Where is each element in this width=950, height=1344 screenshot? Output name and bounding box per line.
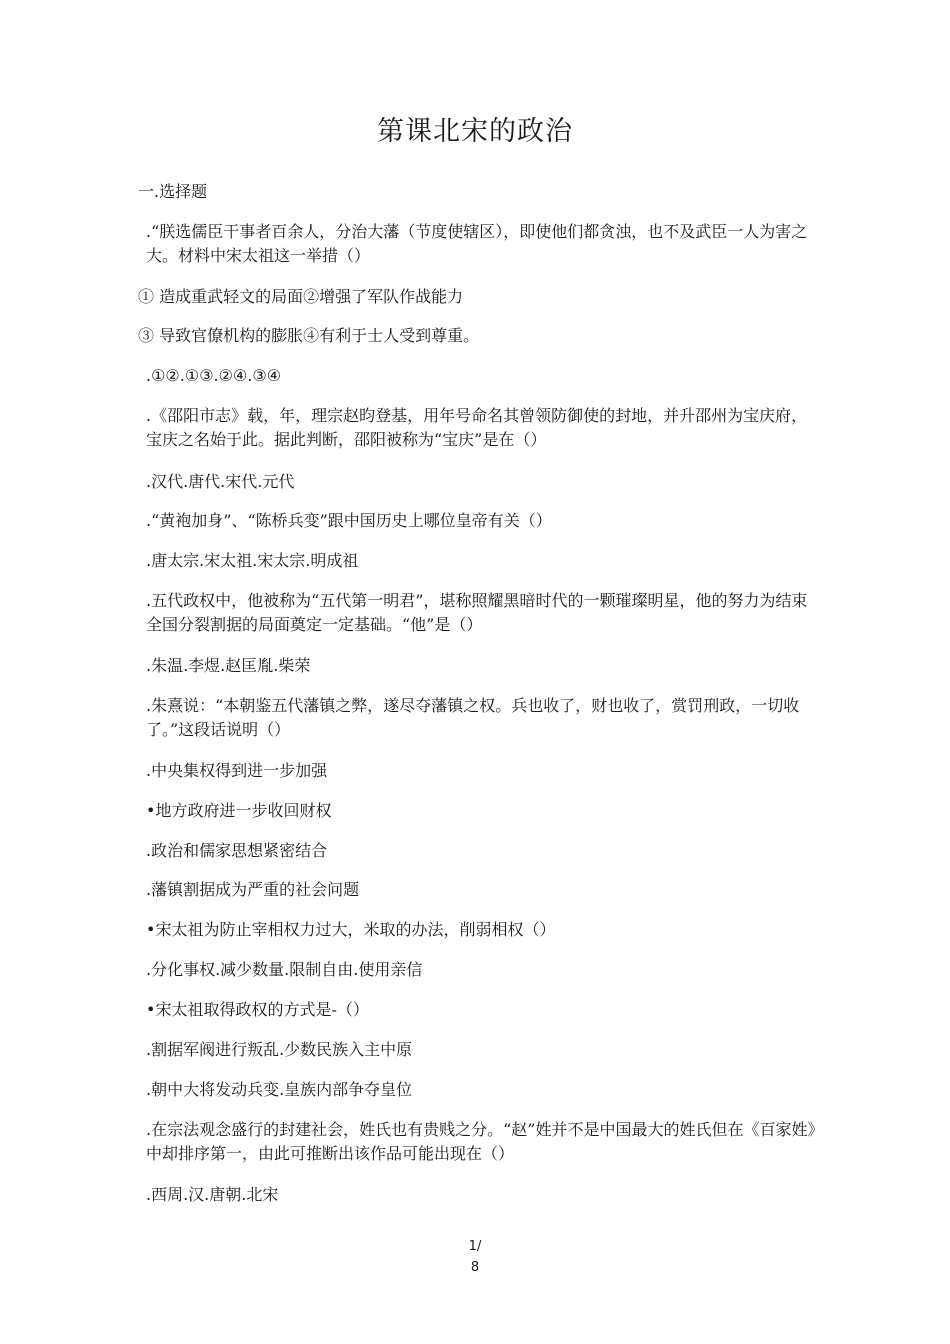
question-1-options: .①②.①③.②④.③④ xyxy=(146,366,282,385)
question-4: .五代政权中，他被称为“五代第一明君”，堪称照耀黑暗时代的一颗璀璨明星，他的努力为结束全国分裂割据的局面奠定一定基础。“他”是（） xyxy=(146,591,808,634)
question-5-option-b: •地方政府进一步收回财权 xyxy=(146,801,332,820)
question-5-option-a: .中央集权得到进一步加强 xyxy=(146,761,328,780)
question-2: .《邵阳市志》载，年，理宗赵昀登基，用年号命名其曾领防御使的封地，并升邵州为宝庆府，宝庆之名始于此。据此判断，邵阳被称为“宝庆”是在（） xyxy=(146,406,808,449)
question-1: .“朕选儒臣干事者百余人，分治大藩（节度使辖区），即使他们都贪浊，也不及武臣一人为害之大。材料中宋太祖这一举措（） xyxy=(146,222,808,265)
question-2-options: .汉代.唐代.宋代.元代 xyxy=(146,472,295,491)
question-5-option-d: .藩镇割据成为严重的社会问题 xyxy=(146,880,360,899)
page-number-total: 8 xyxy=(470,1260,480,1275)
page-number-current: 1/ xyxy=(468,1239,482,1254)
question-5-option-c: .政治和儒家思想紧密结合 xyxy=(146,841,328,860)
question-6: •宋太祖为防止宰相权力过大，米取的办法，削弱相权（） xyxy=(146,920,556,939)
question-8: .在宗法观念盛行的封建社会，姓氏也有贵贱之分。“赵”姓并不是中国最大的姓氏但在《百家姓》中却排序第一，由此可推断出该作品可能出现在（） xyxy=(146,1120,816,1163)
page-title: 第课北宋的政治 xyxy=(377,116,573,147)
question-7-options-b: .朝中大将发动兵变.皇族内部争夺皇位 xyxy=(146,1080,413,1099)
question-4-options: .朱温.李煜.赵匡胤.柴荣 xyxy=(146,656,311,675)
question-7: •宋太祖取得政权的方式是-（） xyxy=(146,1000,369,1019)
question-1-statement-b: ③ 导致官僚机构的膨胀④有利于士人受到尊重。 xyxy=(138,326,480,345)
question-1-statement-a: ① 造成重武轻文的局面②增强了军队作战能力 xyxy=(138,287,464,306)
question-6-options: .分化事权.减少数量.限制自由.使用亲信 xyxy=(146,960,423,979)
question-5: .朱熹说：“本朝鉴五代藩镇之弊，遂尽夺藩镇之权。兵也收了，财也收了，赏罚刑政，一切收了。”这段话说明（） xyxy=(146,696,800,739)
question-3-options: .唐太宗.宋太祖.宋太宗.明成祖 xyxy=(146,551,359,570)
question-8-options: .西周.汉.唐朝.北宋 xyxy=(146,1185,279,1204)
question-3: .“黄袍加身”、“陈桥兵变”跟中国历史上哪位皇帝有关（） xyxy=(146,511,552,530)
section-heading: 一.选择题 xyxy=(138,182,208,201)
question-7-options-a: .割据军阀进行叛乱.少数民族入主中原 xyxy=(146,1040,413,1059)
